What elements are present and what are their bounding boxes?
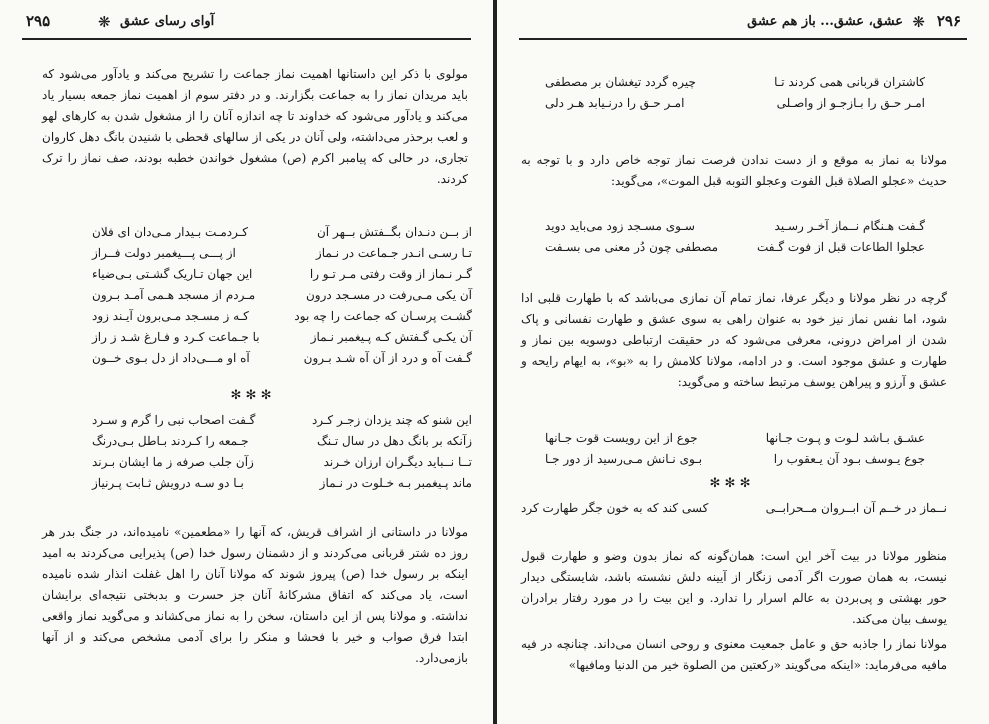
- left-poem-2: [92, 410, 472, 494]
- hemistich-left: گـفت اصحاب نبی را گرم و سـرد: [92, 413, 256, 427]
- verse-line: [92, 306, 472, 327]
- hemistich-right: امـر حـق را بـازجـو از واصـلی: [776, 96, 925, 110]
- hemistich-right: آن یکـی گـفتش کـه پـیغمبر نـماز: [310, 330, 472, 344]
- verse-line: [545, 237, 925, 258]
- left-page-number: ۲۹۵: [26, 12, 51, 30]
- hemistich-right: از بــن دنـدان بگــفتش بــهر آن: [316, 225, 472, 239]
- right-poem-1: [545, 72, 925, 114]
- hemistich-right: ماند پـیغمبر بـه خـلوت در نـماز: [319, 476, 472, 490]
- left-stars-divider: ✻ ✻ ✻: [230, 388, 272, 403]
- hemistich-left: از پـــی پـــیغمبر دولت فــراز: [92, 246, 236, 260]
- hemistich-left: کـه ز مسـجد مـی‌برون آیـند زود: [92, 309, 249, 323]
- right-stars-divider: ✻ ✻ ✻: [709, 476, 751, 491]
- hemistich-left: زآن جلب صرفه ز ما ایشان بـرند: [92, 455, 254, 469]
- verse-line: [545, 216, 925, 237]
- verse-line: [92, 431, 472, 452]
- left-header-ornament-icon: ❋: [98, 13, 111, 31]
- right-paragraph-2: گرچه در نظر مولانا و دیگر عرفا، نماز تمام آن نمازی می‌باشد که با طهارت قلبی ادا شود، اما نفس نماز نیز خود به عنوان راهی به سوی عشق و طهارت نفسانی و پاک شدن از امراض درونی، معرفی می‌شود که در حقیقت ارتباطی دوسویه بین نماز و طهارت و عشق موجود است. و در ادامه، مولانا کلامش را به «بو»، به ایهام رایحه و عشق و آرزو و پیراهن یوسف مرتبط ساخته و می‌گوید:: [521, 291, 947, 389]
- verse-line: [92, 410, 472, 431]
- right-running-title: عشق، عشق... باز هم عشق: [747, 14, 903, 29]
- hemistich-left: سـوی مسـجد زود می‌باید دوید: [545, 219, 695, 233]
- hemistich-right: کاشتران قربانی همی کردند تـا: [774, 75, 925, 89]
- verse-line: [92, 348, 472, 369]
- hemistich-left: این جهان تـاریک گشـتی بـی‌ضیاء: [92, 267, 253, 281]
- hemistich-right: عشـق بـاشد لـوت و پـوت جـانها: [765, 431, 925, 445]
- right-paragraph-3: منظور مولانا در بیت آخر این است: همان‌گونه که نماز بدون وضو و طهارت قبول نیست، به همان صورت اگر آدمی زنگار از آیینه دلش نشسته باشد، شایستگی دیدار حور بهشتی و پی‌بردن به عالم اسرار را ندارد. و این بیت را در مورد رفتار برادران یوسف بیان می‌کند.: [521, 549, 947, 626]
- hemistich-right: گـر نـماز از وقت رفتی مـر تـو را: [309, 267, 472, 281]
- verse-line: [545, 72, 925, 93]
- right-poem-2: [545, 216, 925, 258]
- hemistich-left: مـردم از مسجد هـمی آمـد بـرون: [92, 288, 256, 302]
- right-poem-4: [521, 498, 947, 519]
- right-header-rule: [519, 38, 967, 40]
- hemistich-left: جـمعه را کـردند بـاطل بـی‌درنگ: [92, 434, 249, 448]
- hemistich-right: گـفت آه و درد از آن آه شـد بـرون: [303, 351, 472, 365]
- right-header-ornament-icon: ❋: [912, 13, 925, 31]
- right-paragraph-1: مولانا به نماز به موقع و از دست ندادن فرصت نماز توجه خاص دارد و با توجه به حدیث «عجلو الصلاة قبل الفوت وعجلو التوبه قبل الموت»، می‌گوید:: [521, 153, 948, 188]
- hemistich-left: کسی کند که به خون جگر طهارت کرد: [521, 501, 709, 515]
- left-poem-1: [92, 222, 472, 369]
- hemistich-left: چیره گردد تیغشان بر مصطفی: [545, 75, 696, 89]
- verse-line: [545, 449, 925, 470]
- hemistich-left: بـا دو سـه درویش ثـابت پـرنیاز: [92, 476, 244, 490]
- right-page-number: ۲۹۶: [936, 12, 961, 30]
- hemistich-left: بـوی نـانش مـی‌رسید از دور جـا: [545, 452, 703, 466]
- left-running-title: آوای رسای عشق: [120, 14, 215, 29]
- verse-line: [92, 222, 472, 243]
- hemistich-left: کـردمـت بـیدار مـی‌دان ای فلان: [92, 225, 248, 239]
- left-header-rule: [22, 38, 471, 40]
- left-paragraph-1: مولوی با ذکر این داستانها اهمیت نماز جماعت را تشریح می‌کند و یادآور می‌شود که باید مریدان نماز را به جماعت بگزارند. و در دفتر سوم از اهمیت نماز جمعه بسیار یاد می‌کند و یادآور می‌شود که خداوند تا چه اندازه آنان را از مشغول شدن به کارهای لهو و لعب برحذر می‌داشته، ولی آنان در یکی از سالهای قحطی با شنیدن بانگ دهل کاروان تجاری، در حالی که پیامبر اکرم (ص) مشغول خواندن خطبه بودند، صف نماز را ترک کردند.: [42, 67, 468, 186]
- hemistich-right: زآنکه بر بانگ دهل در سال تـنگ: [317, 434, 472, 448]
- hemistich-right: نــماز در خــم آن ابــروان مــحرابــی: [765, 501, 947, 515]
- hemistich-right: این شنو که چند یزدان زجـر کـرد: [311, 413, 472, 427]
- hemistich-right: عجلوا الطاعات قبل از فوت گـفت: [757, 240, 925, 254]
- verse-line: [545, 93, 925, 114]
- right-poem-3: [545, 428, 925, 470]
- left-paragraph-2: مولانا در داستانی از اشراف قریش، که آنها را «مطعمین» نامیده‌اند، در جنگ بدر هر روز ده شتر قربانی می‌کردند و از دشمنان رسول خدا (ص) پذیرایی می‌کردند به امید اینکه بر رسول خدا (ص) پیروز شوند که مولانا آنان را اهل غفلت انذار شده نامیده است، یاد می‌کند که اتفاق مشرکانهٔ آنان جز حسرت و بدبختی نتیجه‌ای برایشان نداشته. و مولانا پس از این داستان، سخن را به نماز می‌کشاند و می‌گوید نماز واقعی ابتدا فرق صواب و خیر با فحشا و منکر را برای آدمی مشخص می‌کند و از آنها بازمی‌دارد.: [42, 525, 468, 665]
- hemistich-right: تــا نــباید دیگـران ارزان خـرند: [323, 455, 472, 469]
- left-page: [0, 0, 493, 724]
- verse-line: [92, 243, 472, 264]
- verse-line: [92, 285, 472, 306]
- verse-line: [92, 473, 472, 494]
- hemistich-left: امـر حـق را درنـیابد هـر دلی: [545, 96, 685, 110]
- verse-line: [521, 498, 947, 519]
- verse-line: [92, 452, 472, 473]
- hemistich-left: مصطفی چون دُر معنی می بسـفت: [545, 240, 719, 254]
- hemistich-right: گشـت پرسـان که جماعت را چه بود: [294, 309, 472, 323]
- hemistich-right: آن یکی مـی‌رفت در مسـجد درون: [305, 288, 472, 302]
- hemistich-right: گـفت هـنگام نــماز آخـر رسـید: [774, 219, 925, 233]
- hemistich-left: آه او مـــی‌داد از دل بـوی خــون: [92, 351, 250, 365]
- right-page: [497, 0, 989, 724]
- verse-line: [92, 264, 472, 285]
- hemistich-right: تـا رسـی انـدر جـماعت در نـماز: [315, 246, 472, 260]
- hemistich-left: جوع از این رویست قوت جـانها: [545, 431, 698, 445]
- verse-line: [545, 428, 925, 449]
- hemistich-left: با جـماعت کـرد و فـارغ شـد ز راز: [92, 330, 260, 344]
- hemistich-right: جوع یـوسف بـود آن یـعقوب را: [773, 452, 925, 466]
- verse-line: [92, 327, 472, 348]
- right-paragraph-4: مولانا نماز را جاذبه حق و عامل جمعیت معنوی و روحی انسان می‌داند. چنانچه در فیه مافیه می‌فرماید: «اینکه می‌گویند «رکعتین من الصلوة خیر من الدنیا ومافیها»: [521, 637, 947, 672]
